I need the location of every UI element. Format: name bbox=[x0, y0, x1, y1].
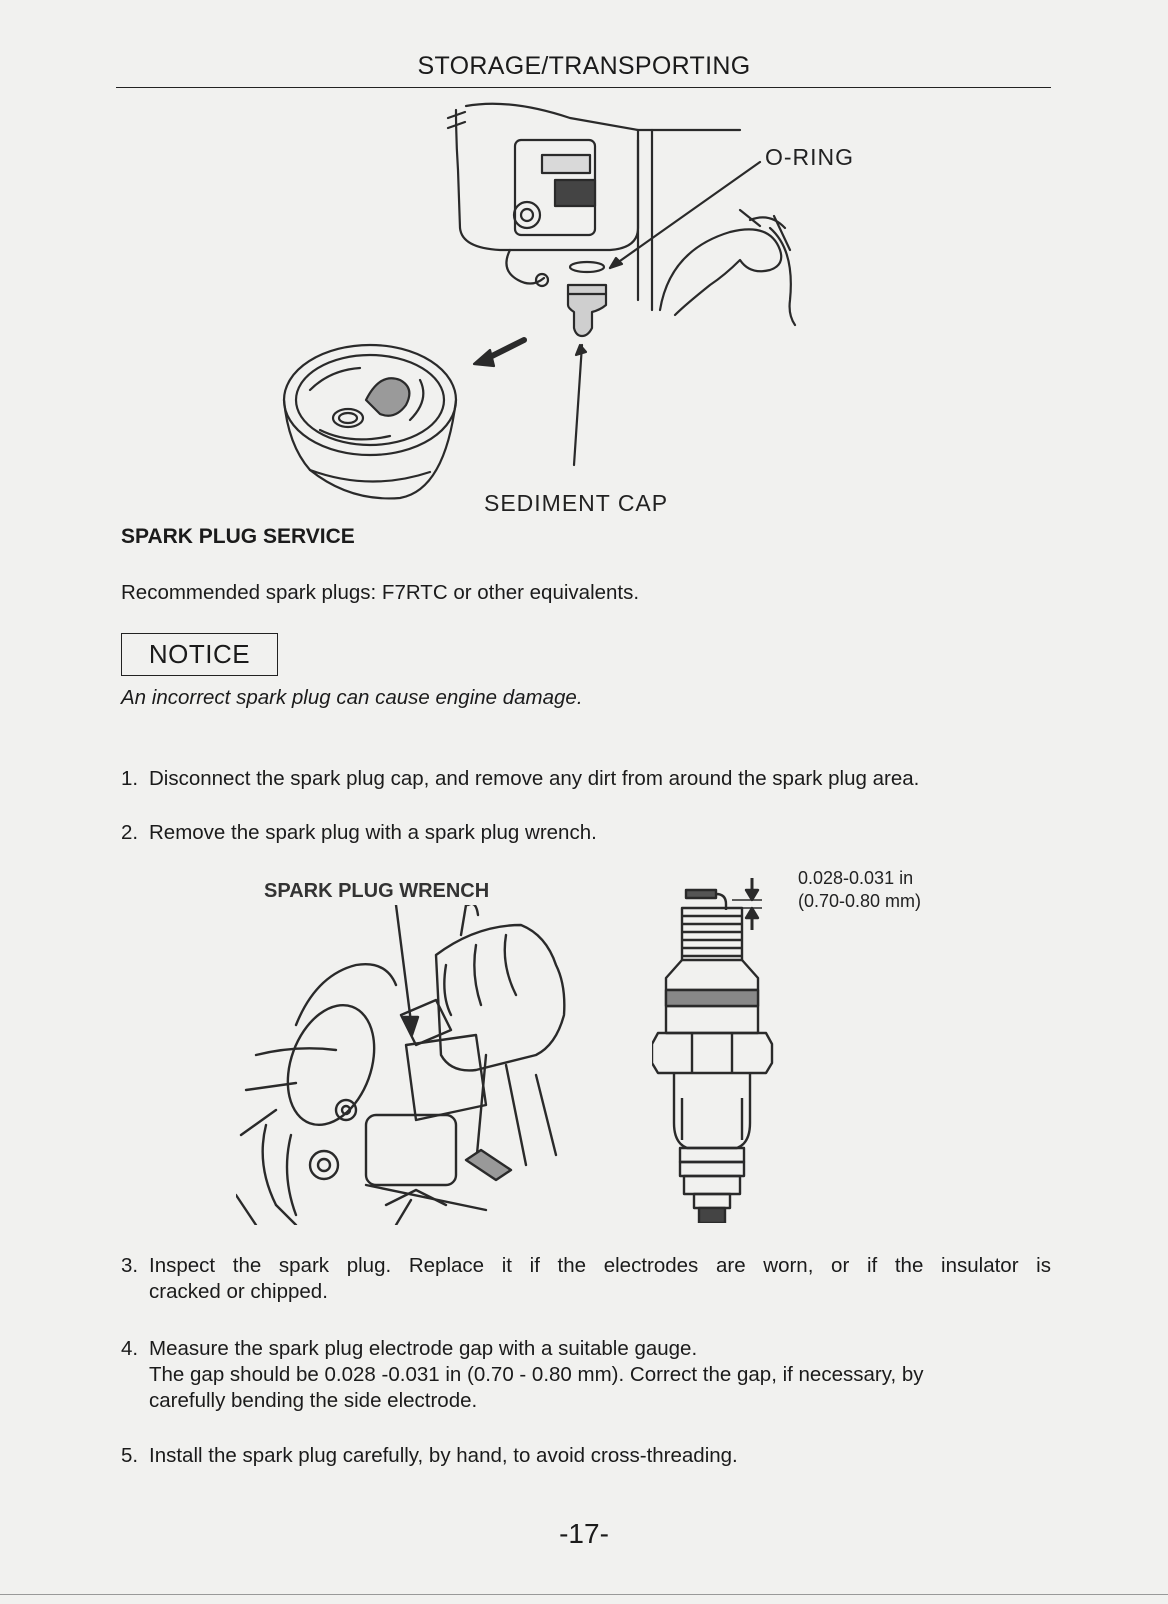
step-3 bbox=[121, 1253, 1051, 1305]
step-number: 3. bbox=[121, 1254, 139, 1277]
step-number: 4. bbox=[121, 1337, 139, 1360]
spark-plug-wrench-diagram bbox=[236, 905, 596, 1225]
step-4 bbox=[121, 1336, 1051, 1414]
step-text: Remove the spark plug with a spark plug wrench. bbox=[149, 821, 597, 844]
step-number: 2. bbox=[121, 821, 139, 844]
step-number: 5. bbox=[121, 1444, 139, 1467]
footer-rule bbox=[0, 1594, 1168, 1595]
step-text-line-1: Measure the spark plug electrode gap with a suitable gauge. bbox=[149, 1337, 698, 1360]
step-text-line-3: carefully bending the side electrode. bbox=[149, 1389, 478, 1412]
header-rule bbox=[116, 87, 1051, 88]
page-header-title: STORAGE/TRANSPORTING bbox=[417, 52, 751, 80]
step-2 bbox=[121, 820, 1051, 846]
notice-text: An incorrect spark plug can cause engine damage. bbox=[121, 686, 583, 709]
step-text: Disconnect the spark plug cap, and remove any dirt from around the spark plug area. bbox=[149, 767, 920, 790]
step-text-line-2: cracked or chipped. bbox=[149, 1280, 328, 1303]
recommended-spark-plugs: Recommended spark plugs: F7RTC or other equivalents. bbox=[121, 581, 640, 604]
step-text: Install the spark plug carefully, by hand, to avoid cross-threading. bbox=[149, 1444, 738, 1467]
notice-box: NOTICE bbox=[121, 633, 278, 676]
step-text-line-2: The gap should be 0.028 -0.031 in (0.70 - 0.80 mm). Correct the gap, if necessary, by bbox=[149, 1363, 924, 1386]
o-ring-label: O-RING bbox=[765, 144, 855, 170]
page-number: -17- bbox=[559, 1518, 609, 1549]
gap-inches-label: 0.028-0.031 in bbox=[798, 868, 914, 888]
sediment-cap-label: SEDIMENT CAP bbox=[484, 490, 669, 516]
sediment-cap-diagram bbox=[270, 100, 830, 520]
section-title: SPARK PLUG SERVICE bbox=[121, 525, 355, 548]
step-number: 1. bbox=[121, 767, 139, 790]
gap-mm-label: (0.70-0.80 mm) bbox=[798, 891, 922, 911]
spark-plug-gap-diagram bbox=[652, 878, 792, 1223]
step-1 bbox=[121, 766, 1051, 792]
step-5 bbox=[121, 1443, 1051, 1469]
step-text-line-1: Inspect the spark plug. Replace it if the electrodes are worn, or if the insulator is bbox=[149, 1254, 1051, 1277]
spark-plug-wrench-label: SPARK PLUG WRENCH bbox=[264, 880, 490, 902]
